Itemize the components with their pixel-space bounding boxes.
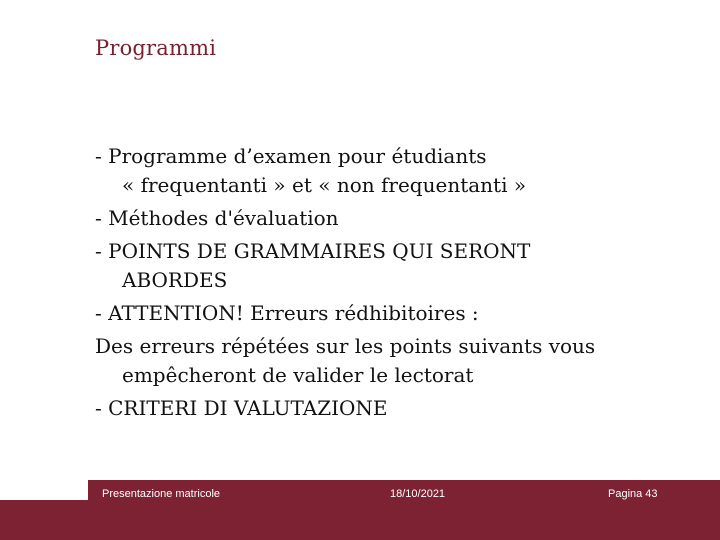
bullet-line: Des erreurs répétées sur les points suivants vous — [95, 334, 596, 358]
footer-date: 18/10/2021 — [390, 488, 446, 500]
footer-strip — [0, 500, 88, 540]
bullet-continuation: « frequentanti » et « non frequentanti » — [122, 173, 527, 197]
footer-page-number: Pagina 43 — [608, 488, 658, 500]
slide-title: Programmi — [95, 36, 217, 60]
bullet-continuation: ABORDES — [122, 268, 228, 292]
footer-presentation-name: Presentazione matricole — [102, 488, 221, 500]
bullet-item — [95, 204, 695, 233]
bullet-line: - ATTENTION! Erreurs rédhibitoires : — [95, 301, 479, 325]
bullet-item — [95, 394, 695, 423]
bullet-line: - Programme d’examen pour étudiants — [95, 144, 487, 168]
bullet-item — [95, 299, 695, 328]
bullet-line: - CRITERI DI VALUTAZIONE — [95, 396, 388, 420]
bullet-continuation: empêcheront de valider le lectorat — [122, 363, 474, 387]
bullet-line: - POINTS DE GRAMMAIRES QUI SERONT — [95, 239, 531, 263]
bullet-item — [95, 142, 695, 200]
bullet-line: - Méthodes d'évaluation — [95, 206, 339, 230]
bullet-item — [95, 332, 695, 390]
slide-body — [95, 142, 695, 423]
bullet-item — [95, 237, 695, 295]
